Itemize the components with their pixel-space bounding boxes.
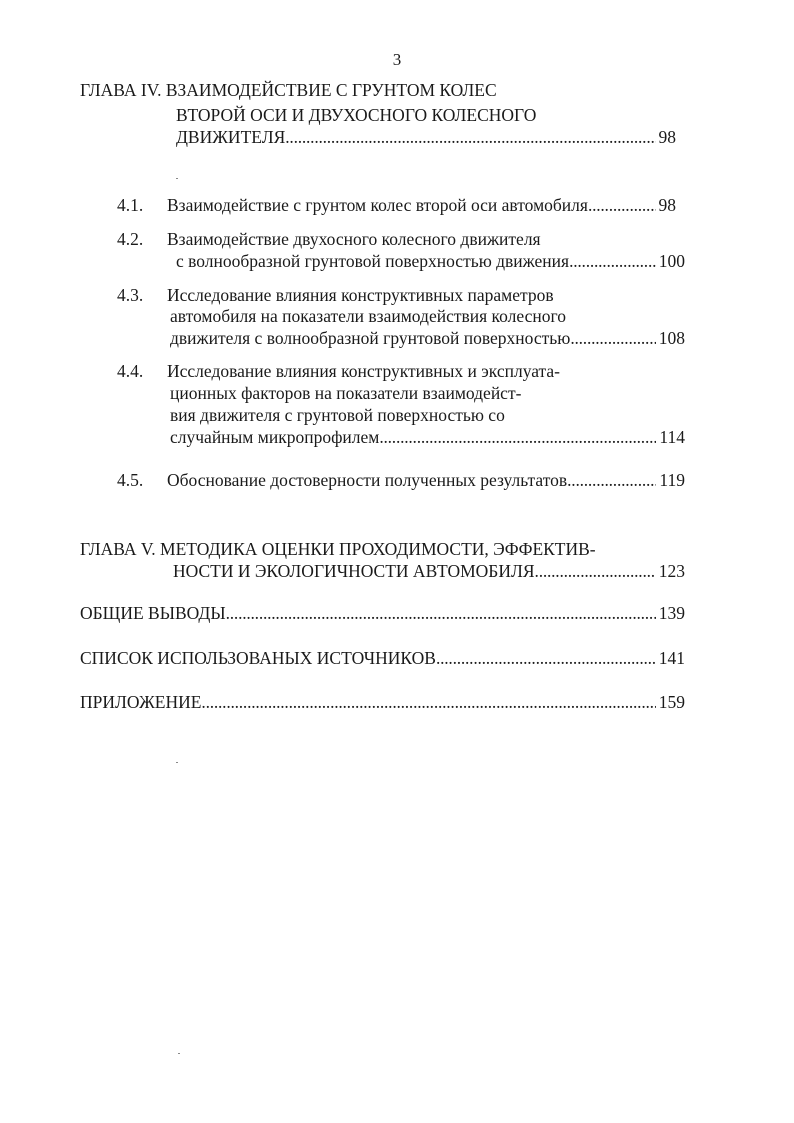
scan-speck (176, 762, 178, 763)
dot-leader (436, 646, 656, 670)
entry-title: СПИСОК ИСПОЛЬЗОВАНЫХ ИСТОЧНИКОВ (80, 648, 436, 668)
chapter-4-title-line1 (80, 78, 497, 102)
dot-leader (285, 125, 655, 149)
section-4-4-line1 (167, 359, 560, 383)
dot-leader (379, 425, 656, 449)
section-title: Взаимодействие с грунтом колес второй оси автомобиля (167, 195, 588, 215)
section-title: Исследование влияния конструктивных параметров (167, 285, 554, 305)
section-title: Исследование влияния конструктивных и эксплуата- (167, 361, 560, 381)
chapter-4-title-line2 (176, 103, 536, 127)
chapter-5-page: 123 (658, 561, 685, 581)
dot-leader (567, 468, 656, 492)
toc-entry-conclusions (80, 601, 685, 625)
dot-leader (569, 249, 656, 273)
section-4-5 (167, 468, 685, 492)
toc-entry-appendix (80, 690, 685, 714)
entry-title: ОБЩИЕ ВЫВОДЫ (80, 603, 226, 623)
toc-entry-references (80, 646, 685, 670)
chapter-5-title-line1 (80, 537, 596, 561)
dot-leader (588, 193, 656, 217)
section-number: 4.5. (117, 470, 144, 490)
dot-leader (535, 559, 656, 583)
chapter-5-title-line2 (173, 559, 685, 583)
chapter-5-title-text-1: ГЛАВА V. МЕТОДИКА ОЦЕНКИ ПРОХОДИМОСТИ, ЭФФЕКТИВ- (80, 539, 596, 559)
section-4-2-line1 (167, 227, 541, 251)
section-title: ционных факторов на показатели взаимодейст- (170, 383, 522, 403)
section-4-2-line2 (176, 249, 685, 273)
section-title: автомобиля на показатели взаимодействия колесного (170, 306, 566, 326)
section-4-4-line2 (170, 381, 521, 405)
chapter-4-page: 98 (658, 127, 676, 147)
chapter-4-title-text-1: ГЛАВА IV. ВЗАИМОДЕЙСТВИЕ С ГРУНТОМ КОЛЕС (80, 80, 497, 100)
chapter-4-title-text-2: ВТОРОЙ ОСИ И ДВУХОСНОГО КОЛЕСНОГО (176, 105, 537, 125)
dot-leader (570, 326, 655, 350)
section-page: 108 (658, 328, 685, 348)
section-title: Обоснование достоверности полученных результатов (167, 470, 568, 490)
section-title: движителя с волнообразной грунтовой поверхностью (170, 328, 571, 348)
scan-speck (178, 1053, 180, 1054)
section-number: 4.1. (117, 195, 144, 215)
section-4-4-line4 (170, 425, 685, 449)
section-number: 4.2. (117, 229, 144, 249)
section-page: 119 (659, 470, 685, 490)
section-page: 100 (658, 251, 685, 271)
section-number: 4.4. (117, 361, 144, 381)
section-page: 98 (658, 195, 676, 215)
chapter-4-title-line3 (176, 125, 676, 149)
section-4-4-line3 (170, 403, 505, 427)
chapter-5-title-text-2: НОСТИ И ЭКОЛОГИЧНОСТИ АВТОМОБИЛЯ (173, 561, 535, 581)
section-4-3-line3 (170, 326, 685, 350)
section-page: 114 (659, 427, 685, 447)
page-number: 3 (392, 50, 402, 69)
dot-leader (201, 690, 655, 714)
section-title: вия движителя с грунтовой поверхностью со (170, 405, 505, 425)
entry-title: ПРИЛОЖЕНИЕ (80, 692, 202, 712)
section-4-3-line2 (170, 304, 566, 328)
entry-page: 159 (658, 692, 685, 712)
scan-speck (176, 178, 178, 179)
section-number: 4.3. (117, 285, 144, 305)
chapter-4-title-text-3: ДВИЖИТЕЛЯ (176, 127, 286, 147)
section-4-1 (167, 193, 676, 217)
entry-page: 141 (658, 648, 685, 668)
dot-leader (226, 601, 656, 625)
section-title: случайным микропрофилем (170, 427, 380, 447)
section-title: с волнообразной грунтовой поверхностью движения (176, 251, 570, 271)
entry-page: 139 (658, 603, 685, 623)
section-title: Взаимодействие двухосного колесного движителя (167, 229, 541, 249)
